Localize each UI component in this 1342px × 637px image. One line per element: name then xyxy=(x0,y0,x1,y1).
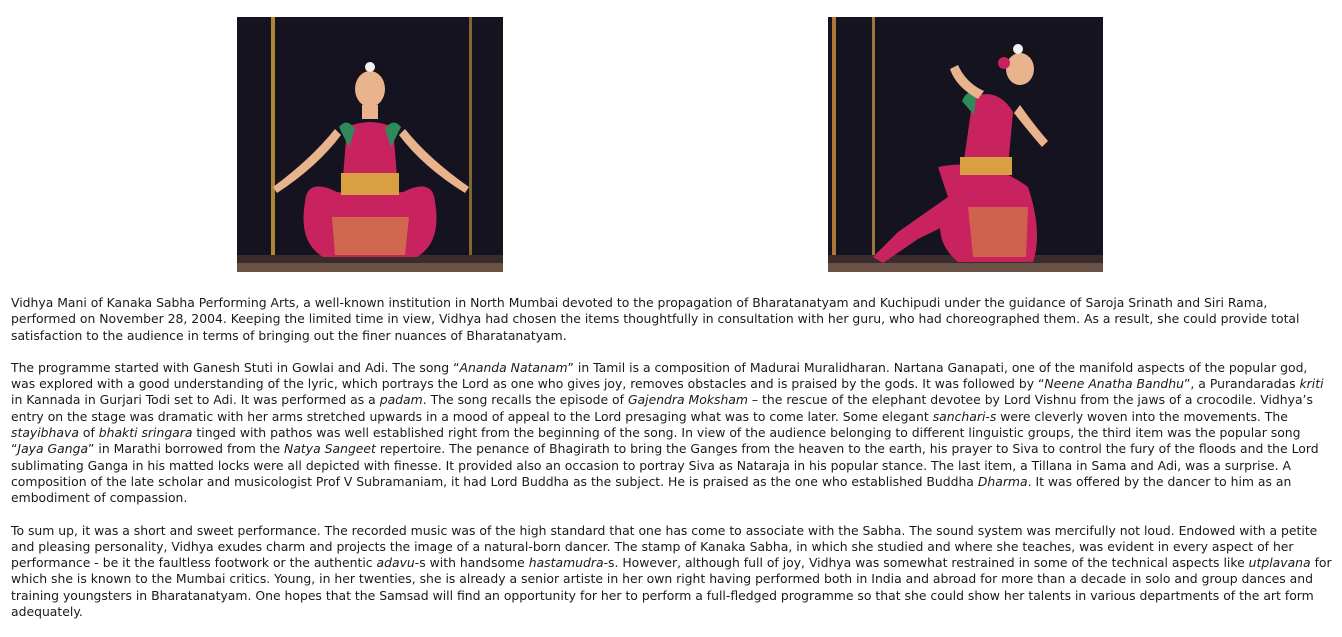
review-paragraph-intro xyxy=(11,295,1335,344)
dancer-seated-pose-photo-icon xyxy=(237,17,503,272)
term-italic: padam xyxy=(379,392,423,408)
dancer-kneeling-pose-photo-icon xyxy=(828,17,1103,272)
song-title: Neene Anatha Bandhu xyxy=(1044,376,1185,392)
paragraph-text: ”, a Purandaradas xyxy=(1184,376,1300,392)
term-italic: utplavana xyxy=(1248,555,1311,571)
term-italic: Natya Sangeet xyxy=(284,441,376,457)
term-italic: sanchari-s xyxy=(932,408,997,424)
term-italic: adavu xyxy=(376,555,415,571)
paragraph-text: of xyxy=(78,425,99,441)
paragraph-text: ” in Tamil is a composition of Madurai Muralidharan. Nartana Ganapati, one of the manifold aspects of the popular god, was explored with a good understanding of the lyric, which portrays the Lord as one who gives joy, removes obstacles and is praised by the gods. It was followed by “ xyxy=(11,359,1308,392)
paragraph-text: – the rescue of the elephant devotee by Lord Vishnu from the jaws of a crocodile. Vidhya’s entry on the stage was dramatic with her arms stretched upwards in a mood of appeal to the Lord presaging what was to come later. Some elegant xyxy=(11,392,1313,424)
paragraph-text: . The song recalls the episode of xyxy=(422,392,628,408)
term-italic: Gajendra Moksham xyxy=(627,392,748,408)
paragraph-text: Vidhya Mani of Kanaka Sabha Performing Arts, a well-known institution in North Mumbai devoted to the propagation of Bharatanatyam and Kuchipudi under the guidance of Saroja Srinath and Siri Rama, performed on November 28, 2004. Keeping the limited time in view, Vidhya had chosen the items thoughtfully in consultation with her guru, who had choreographed them. As a result, she could provide total satisfaction to the audience in terms of bringing out the finer nuances of Bharatanatyam. xyxy=(11,295,1300,343)
dancer-photo-left xyxy=(237,17,503,272)
paragraph-text: To sum up, it was a short and sweet performance. The recorded music was of the high standard that one has come to associate with the Sabha. The sound system was mercifully not loud. Endowed with a petite and pleasing personality, Vidhya exudes charm and projects the image of a natural-born dancer. The stamp of Kanaka Sabha, in which she studied and where she teaches, was evident in every aspect of her performance - be it the faultless footwork or the authentic xyxy=(11,522,1318,571)
term-italic: Dharma xyxy=(977,473,1028,489)
song-title: Jaya Ganga xyxy=(17,441,89,457)
paragraph-text: for which she is known to the Mumbai critics. Young, in her twenties, she is already a senior artiste in her own right having performed both in India and abroad for more than a decade in solo and group dances and training youngsters in Bharatanatyam. One hopes that the Samsad will find an opportunity for her to perform a full-fledged programme so that she could show her talents in various departments of the art form adequately. xyxy=(11,555,1332,620)
song-title: Ananda Natanam xyxy=(459,359,568,375)
term-italic: bhakti sringara xyxy=(98,425,193,441)
paragraph-text: -s with handsome xyxy=(414,555,529,571)
term-italic: kriti xyxy=(1299,376,1324,392)
dancer-photo-right xyxy=(828,17,1103,272)
review-paragraph-summary xyxy=(11,523,1335,621)
review-paragraph-programme xyxy=(11,360,1335,507)
paragraph-text: tinged with pathos was well established right from the beginning of the song. In view of the audience belonging to different linguistic groups, the third item was the popular song “ xyxy=(11,425,1301,457)
review-article xyxy=(11,295,1335,636)
paragraph-text: -s. However, although full of joy, Vidhya was somewhat restrained in some of the technical aspects like xyxy=(603,555,1249,571)
term-italic: hastamudra xyxy=(528,555,604,571)
paragraph-text: The programme started with Ganesh Stuti in Gowlai and Adi. The song “ xyxy=(11,359,460,375)
paragraph-text: ” in Marathi borrowed from the xyxy=(88,441,285,457)
paragraph-text: were cleverly woven into the movements. The xyxy=(996,408,1288,424)
paragraph-text: repertoire. The penance of Bhagirath to bring the Ganges from the heaven to the earth, his prayer to Siva to control the fury of the floods and the Lord sublimating Ganga in his matted locks were all depicted with finesse. It provided also an occasion to portray Siva as Nataraja in his popular stance. The last item, a Tillana in Sama and Adi, was a surprise. A composition of the late scholar and musicologist Prof V Subramaniam, it had Lord Buddha as the subject. He is praised as the one who established Buddha xyxy=(11,441,1319,489)
paragraph-text: in Kannada in Gurjari Todi set to Adi. It was performed as a xyxy=(11,392,380,408)
paragraph-text: . It was offered by the dancer to him as an embodiment of compassion. xyxy=(11,473,1292,506)
term-italic: stayibhava xyxy=(11,425,79,441)
